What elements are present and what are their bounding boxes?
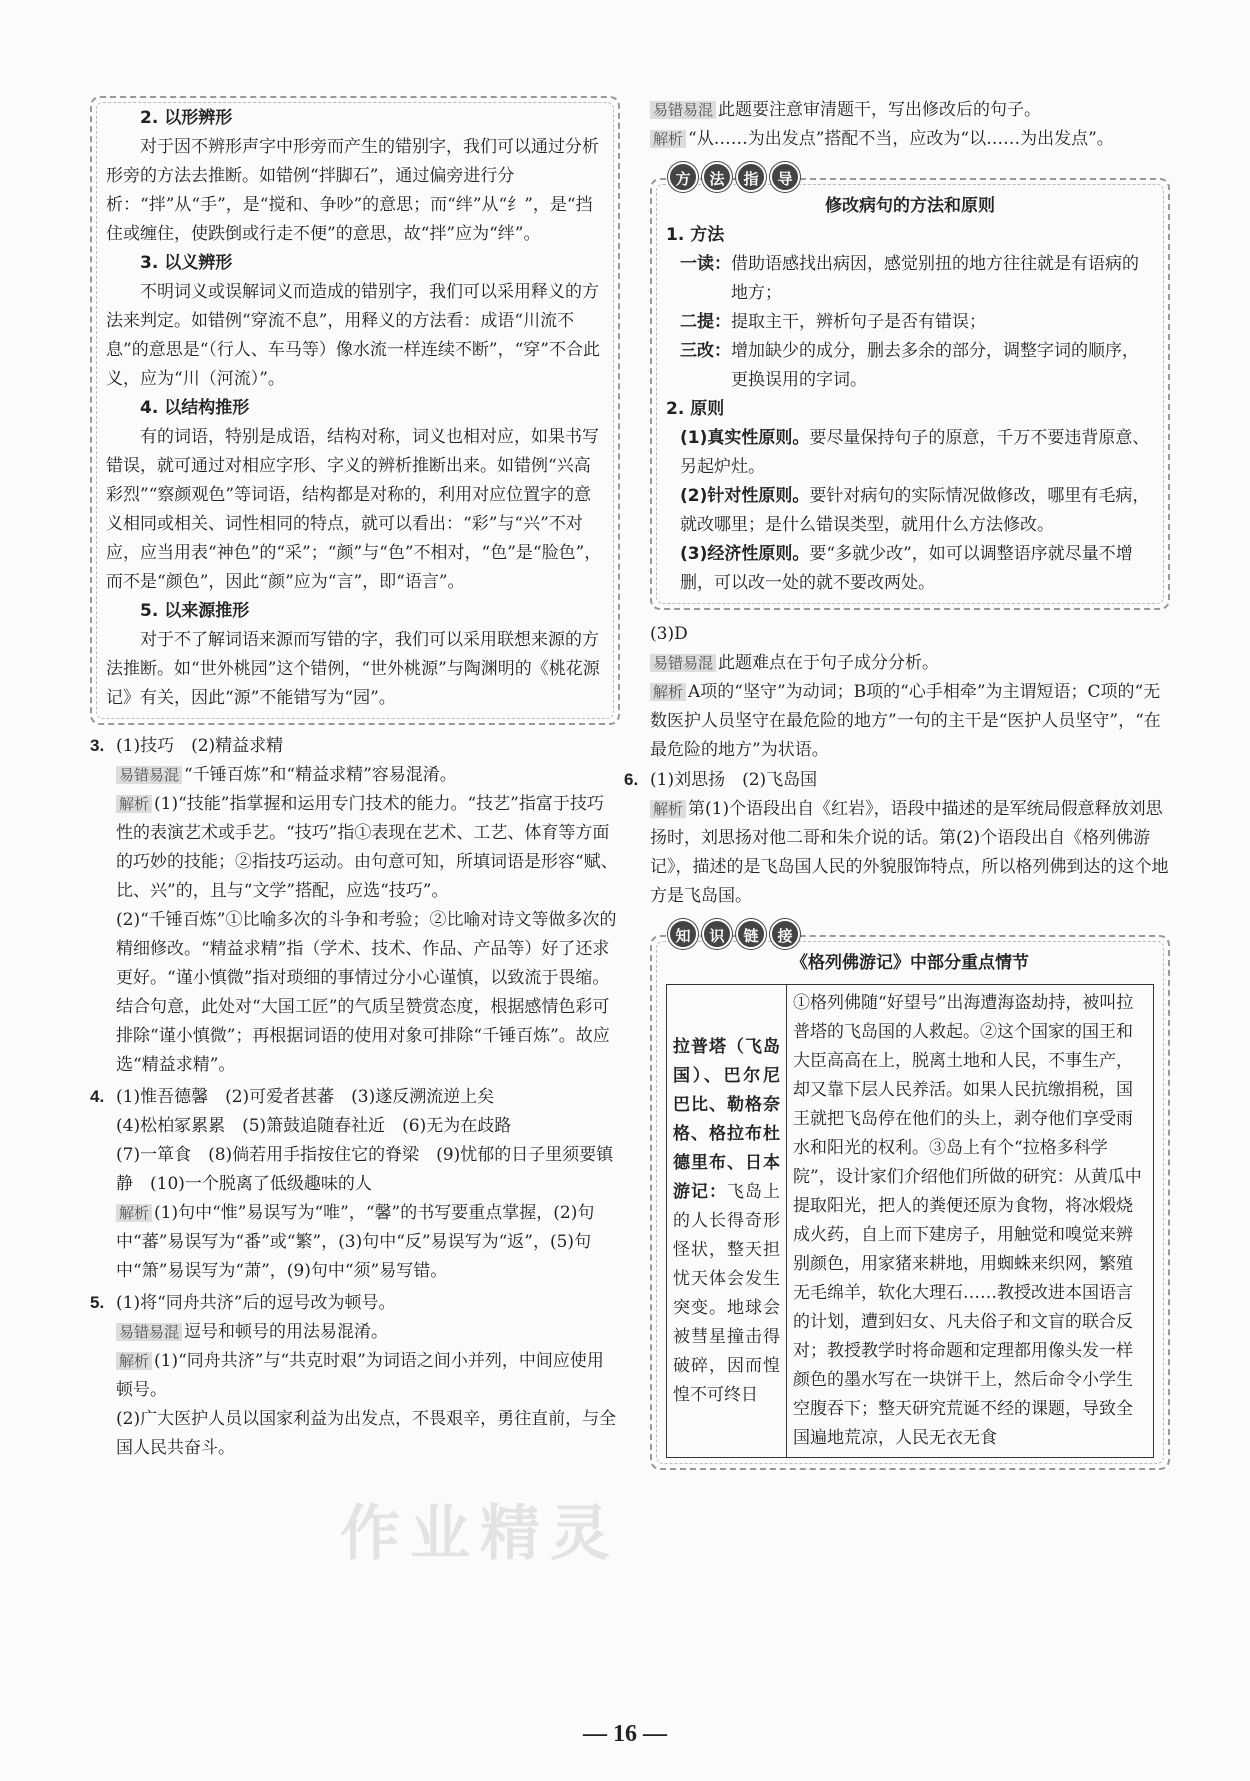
method-text: 借助语感找出病因，感觉别扭的地方往往就是有语病的地方； [731,254,1139,303]
link-badges [668,919,800,949]
method-badges [668,162,800,192]
badge-zhi: 知 [668,919,698,949]
mix-text: 此题难点在于句子成分分析。 [718,653,940,673]
method-section-1: 1. 方法 [666,225,725,245]
section-heading-shape: 2. 以形辨形 [140,108,233,128]
mix-text: “千锤百炼”和“精益求精”容易混淆。 [184,765,457,785]
section-heading-structure: 4. 以结构推形 [140,398,250,418]
method-box-title: 修改病句的方法和原则 [825,196,995,216]
answer-line-3: (7)一箪食 (8)倘若用手指按住它的脊梁 (9)忧郁的日子里须要镇静 (10)一个脱离了低级趣味的人 [116,1145,614,1194]
method-item-extract [666,308,1154,337]
watermark: 作业精灵 [340,1499,620,1569]
table-content-cell: ①格列佛随“好望号”出海遭海盗劫持，被叫拉普塔的飞岛国的人救起。②这个国家的国王和大臣高高在上，脱离土地和人民，不事生产，却又靠下层人民养活。如果人民抗缴捐税，国王就把飞岛停在他们的头上，剥夺他们享受雨水和阳光的权利。③岛上有个“拉格多科学院”，设计家们介绍他们所做的研究：从黄瓜中提取阳光，把人的粪便还原为食物，将冰煅烧成火药，自上而下建房子，用触觉和嗅觉来辨别颜色，用家猪来耕地，用蜘蛛来织网，繁殖无毛绵羊，软化大理石……教授改进本国语言的计划，遭到妇女、凡夫俗子和文盲的联合反对；教授教学时将命题和定理都用像头发一样颜色的墨水写在一块饼干上，然后命令小学生空腹吞下；整天研究荒诞不经的课题，导致全国遍地荒凉，人民无衣无食 [787,985,1154,1458]
analysis-tag: 解析 [650,130,686,148]
method-section-2: 2. 原则 [666,399,725,419]
principle-target [666,482,1154,540]
mix-tag: 易错易混 [650,101,716,119]
answer-line-2: (4)松柏冢累累 (5)箫鼓追随春社近 (6)无为在歧路 [116,1116,512,1136]
badge-shi: 识 [702,919,732,949]
principle-economy [666,540,1154,598]
question-4 [90,1082,620,1286]
table-label-cell [667,985,787,1458]
section-heading-source: 5. 以来源推形 [140,601,250,621]
page-number-value: 16 [613,1721,637,1747]
answer-2: (2)广大医护人员以国家利益为出发点，不畏艰辛，勇往直前，与全国人民共奋斗。 [116,1409,617,1458]
analysis-text-2: (2)“千锤百炼”①比喻多次的斗争和考验；②比喻对诗文等做多次的精细修改。“精益求精”指（学术、技术、作品、产品等）好了还求更好。“谨小慎微”指对琐细的事情过分小心谨慎，以致流于畏缩。结合句意，此处对“大国工匠”的气质呈赞赏态度，根据感情色彩可排除“谨小慎微”；再根据词语的使用对象可排除“千锤百炼”。故应选“精益求精”。 [116,910,617,1075]
section-body-structure: 有的词语，特别是成语，结构对称，词义也相对应，如果书写错误，就可通过对相应字形、字义的辨析推断出来。如错例“兴高彩烈”“察颜观色”等词语，结构都是对称的，利用对应位置字的意义相同或相关、词性相同的特点，就可以看出：“彩”与“兴”不对应，应当用表“神色”的“采”；“颜”与“色”不相对，“色”是“脸色”，而不是“颜色”，因此“颜”应为“言”，即“语言”。 [106,427,602,592]
analysis-text: A项的“坚守”为动词；B项的“心手相牵”为主谓短语；C项的“无数医护人员坚守在最危险的地方”一句的主干是“医护人员坚守”，“在最危险的地方”为状语。 [650,682,1161,760]
mix-text: 此题要注意审清题干，写出修改后的句子。 [718,100,1042,120]
analysis-text: (1)“技能”指掌握和运用专门技术的能力。“技艺”指富于技巧性的表演艺术或手艺。“技巧”指①表现在艺术、工艺、体育等方面的巧妙的技能；②指技巧运动。由句意可知，所填词语是形容“赋、比、兴”的，且与“文学”搭配，应选“技巧”。 [116,794,618,901]
analysis-text: 第(1)个语段出自《红岩》，语段中描述的是军统局假意释放刘思扬时，刘思扬对他二哥和朱介说的话。第(2)个语段出自《格列佛游记》，描述的是飞岛国人民的外貌服饰特点，所以格列佛到达的这个地方是飞岛国。 [650,799,1169,906]
method-text: 增加缺少的成分，删去多余的部分，调整字词的顺序，更换误用的字词。 [731,341,1139,390]
analysis-tag: 解析 [650,683,686,701]
question-6 [624,765,1170,911]
mix-tag: 易错易混 [116,1323,182,1341]
badge-fang: 方 [668,162,698,192]
principle-truth [666,424,1154,482]
principle-text: 要“多就少改”，如可以调整语序就尽量不增删，可以改一处的就不要改两处。 [680,544,1133,593]
badge-dao: 导 [770,162,800,192]
method-label: 一读： [680,254,731,274]
badge-jie: 接 [770,919,800,949]
answer-1: (1)将“同舟共济”后的逗号改为顿号。 [116,1293,396,1313]
question-number: 4. [90,1087,105,1106]
analysis-text: (1)“同舟共济”与“共克时艰”为词语之间小并列，中间应使用顿号。 [116,1351,604,1400]
question-number: 5. [90,1293,105,1312]
question-number: 3. [90,736,105,755]
section-body-source: 对于不了解词语来源而写错的字，我们可以采用联想来源的方法推断。如“世外桃园”这个错例，“世外桃源”与陶渊明的《桃花源记》有关，因此“源”不能错写为“园”。 [106,630,600,708]
principle-label: (3)经济性原则。 [680,544,810,564]
answer-line-1: (1)惟吾德馨 (2)可爱者甚蕃 (3)遂反溯流逆上矣 [116,1087,495,1107]
method-text: 提取主干，辨析句子是否有错误； [731,312,986,332]
answer: (3)D [650,624,688,644]
question-5 [90,1288,620,1463]
table-label: 拉普塔（飞岛国）、巴尔尼巴比、勒格奈格、格拉布杜德里布、日本游记： [673,1036,780,1202]
badge-zhi: 指 [736,162,766,192]
principle-text: 要尽量保持句子的原意，千万不要违背原意、另起炉灶。 [680,428,1150,477]
analysis-tag: 解析 [650,800,686,818]
method-guide-box [650,170,1170,610]
analysis-tag: 解析 [116,1204,152,1222]
method-item-read [666,250,1154,308]
mix-tag: 易错易混 [116,766,182,784]
method-label: 二提： [680,312,731,332]
section-body-meaning: 不明词义或误解词义而造成的错别字，我们可以采用释义的方法来判定。如错例“穿流不息”，用释义的方法看：成语“川流不息”的意思是“（行人、车马等）像水流一样连续不断”，“穿”不合此义，应为“川（河流）”。 [106,282,600,389]
analysis-tag: 解析 [116,1352,152,1370]
table-label-tail: 飞岛上的人长得奇形怪状，整天担忧天体会发生突变。地球会被彗星撞击得破碎，因而惶惶不可终日 [673,1181,780,1405]
question-3 [90,731,620,1080]
section-heading-meaning: 3. 以义辨形 [140,253,233,273]
badge-lian: 链 [736,919,766,949]
method-label: 三改： [680,341,731,361]
section-body-shape: 对于因不辨形声字中形旁而产生的错别字，我们可以通过分析形旁的方法去推断。如错例“拌脚石”，通过偏旁进行分析：“拌”从“手”，是“搅和、争吵”的意思；而“绊”从“纟”，是“挡住或缠住，使跌倒或行走不便”的意思，故“拌”应为“绊”。 [106,137,599,244]
question-number: 6. [624,770,639,789]
question-5-part-3 [650,620,1170,765]
page-number: — 16 — [583,1721,667,1747]
principle-label: (1)真实性原则。 [680,428,810,448]
mix-tag: 易错易混 [650,654,716,672]
badge-fa: 法 [702,162,732,192]
principle-label: (2)针对性原则。 [680,486,810,506]
table-row [667,985,1154,1458]
spelling-methods-box [90,96,620,725]
answer: (1)技巧 (2)精益求精 [116,736,284,756]
analysis-text: “从……为出发点”搭配不当，应改为“以……为出发点”。 [688,129,1114,149]
knowledge-link-box [650,927,1170,1470]
left-column [90,96,620,1463]
mix-text: 逗号和顿号的用法易混淆。 [184,1322,389,1342]
method-item-fix [666,337,1154,395]
link-box-title: 《格列佛游记》中部分重点情节 [791,953,1029,973]
right-column [624,96,1170,1470]
principle-text: 要针对病句的实际情况做修改，哪里有毛病，就改哪里；是什么错误类型，就用什么方法修改。 [680,486,1150,535]
analysis-tag: 解析 [116,795,152,813]
answer: (1)刘思扬 (2)飞岛国 [650,770,818,790]
plot-table [666,984,1154,1458]
analysis-text: (1)句中“惟”易误写为“唯”，“馨”的书写要重点掌握，(2)句中“蕃”易误写为“番”或“繁”，(3)句中“反”易误写为“返”，(5)句中“箫”易误写为“萧”，(9)句中“须”易写错。 [116,1203,595,1281]
